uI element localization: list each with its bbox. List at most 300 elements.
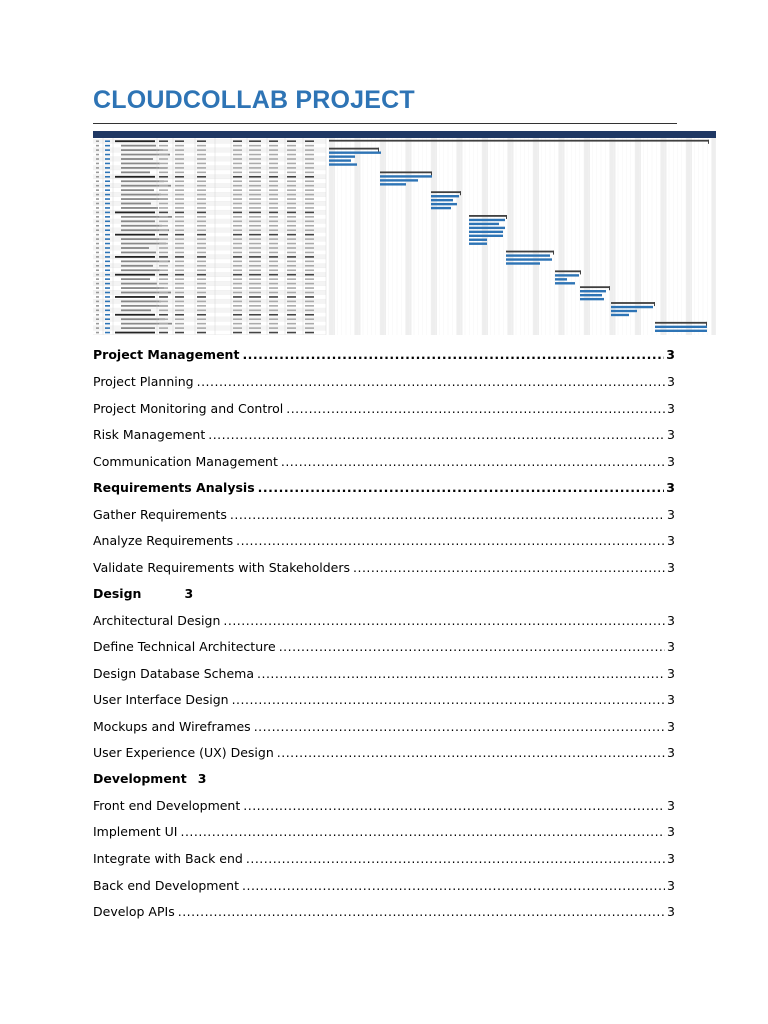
gantt-cell-text [175,154,184,156]
gantt-cell-text [105,269,110,271]
toc-dot-leader [230,507,665,523]
toc-page-number: 3 [667,613,675,628]
gantt-cell-text [105,278,110,280]
toc-dot-leader [208,427,665,443]
gantt-cell-text [197,252,206,254]
gantt-cell-text [121,158,153,160]
gantt-cell-text [159,310,168,312]
gantt-cell-text [96,145,99,147]
gantt-cell-text [96,203,99,205]
gantt-cell-text [269,221,278,223]
gantt-cell-text [233,332,242,334]
gantt-cell-text [287,274,296,276]
gantt-cell-text [249,314,261,316]
gantt-cell-text [287,229,296,231]
gantt-cell-text [175,172,184,174]
gantt-cell-text [175,189,184,191]
toc-page-number: 3 [667,560,675,575]
toc-entry[interactable] [93,425,675,443]
gantt-cell-text [305,189,314,191]
gantt-cell-text [197,216,206,218]
toc-page-number: 3 [667,851,675,866]
gantt-cell-text [305,154,314,156]
toc-entry[interactable] [93,664,675,682]
gantt-task-bar [469,239,487,241]
gantt-cell-text [233,243,242,245]
toc-page-number: 3 [667,824,675,839]
gantt-cell-text [197,305,206,307]
gantt-cell-text [105,265,110,267]
gantt-cell-text [287,189,296,191]
gantt-cell-text [269,185,278,187]
gantt-cell-text [175,278,184,280]
gantt-cell-text [269,212,278,214]
toc-dot-leader [223,613,665,629]
gantt-weekend-stripe [457,138,463,335]
toc-page-number: 3 [666,480,675,495]
gantt-cell-text [159,167,168,169]
gantt-cell-text [159,318,168,320]
gantt-cell-text [287,185,296,187]
gantt-cell-text [269,167,278,169]
gantt-task-bar [431,195,459,197]
gantt-summary-cap [460,191,461,195]
gantt-cell-text [233,234,242,236]
gantt-cell-text [233,145,242,147]
gantt-task-bar [329,159,351,161]
toc-dot-leader [236,533,665,549]
gantt-cell-text [233,229,242,231]
gantt-cell-text [249,261,261,263]
gantt-cell-text [105,234,110,236]
gantt-cell-text [96,323,99,325]
gantt-summary-bar [380,171,432,173]
gantt-weekend-stripe [355,138,361,335]
toc-dot-leader [286,401,665,417]
gantt-cell-text [233,238,242,240]
gantt-cell-text [269,189,278,191]
gantt-cell-text [197,256,206,258]
gantt-summary-cap [506,215,507,219]
toc-entry-label: Architectural Design [93,613,221,628]
gantt-cell-text [233,314,242,316]
gantt-cell-text [249,310,261,312]
toc-entry[interactable] [93,478,675,496]
gantt-cell-text [105,180,110,182]
gantt-task-bar [506,254,550,256]
gantt-cell-text [175,145,184,147]
gantt-summary-bar [329,140,709,142]
gantt-cell-text [105,229,110,231]
gantt-cell-text [305,278,314,280]
gantt-cell-text [197,172,206,174]
gantt-cell-text [105,310,110,312]
gantt-cell-text [159,163,168,165]
gantt-cell-text [159,145,168,147]
gantt-cell-text [96,140,99,142]
gantt-cell-text [175,314,184,316]
gantt-cell-text [159,154,168,156]
toc-entry[interactable] [93,717,675,735]
gantt-cell-text [287,145,296,147]
gantt-cell-text [305,234,314,236]
gantt-cell-text [115,212,155,214]
gantt-cell-text [105,203,110,205]
gantt-cell-text [269,252,278,254]
gantt-cell-text [287,221,296,223]
gantt-cell-text [197,198,206,200]
gantt-cell-text [96,176,99,178]
gantt-cell-text [233,163,242,165]
gantt-cell-text [269,149,278,151]
gantt-cell-text [159,283,168,285]
gantt-cell-text [269,327,278,329]
gantt-cell-text [175,176,184,178]
toc-entry[interactable] [93,611,675,629]
gantt-cell-text [197,238,206,240]
toc-entry[interactable] [93,452,675,470]
gantt-task-bar [580,290,606,292]
toc-entry[interactable] [93,637,675,655]
gantt-cell-text [159,198,168,200]
gantt-cell-text [249,145,261,147]
gantt-cell-text [105,256,110,258]
gantt-cell-text [159,287,168,289]
gantt-cell-text [96,327,99,329]
toc-page-number: 3 [197,771,207,786]
gantt-cell-text [269,225,278,227]
gantt-cell-text [305,229,314,231]
gantt-cell-text [175,212,184,214]
gantt-cell-text [269,305,278,307]
gantt-cell-text [269,216,278,218]
gantt-cell-text [105,154,110,156]
toc-dot-leader [353,560,665,576]
gantt-task-bar [555,274,579,276]
gantt-cell-text [115,256,155,258]
gantt-cell-text [305,292,314,294]
gantt-cell-text [159,327,168,329]
toc-entry[interactable] [93,876,675,894]
gantt-cell-text [305,305,314,307]
gantt-cell-text [305,287,314,289]
gantt-cell-text [197,323,206,325]
toc-page-number: 3 [667,692,675,707]
gantt-cell-text [96,305,99,307]
gantt-cell-text [287,216,296,218]
title-underline [93,123,677,124]
gantt-cell-text [249,154,261,156]
gantt-task-bar [380,175,432,177]
toc-entry[interactable] [93,372,675,390]
gantt-cell-text [233,247,242,249]
gantt-cell-text [249,176,261,178]
gantt-cell-text [287,225,296,227]
gantt-cell-text [233,172,242,174]
gantt-summary-cap [580,270,581,274]
toc-entry[interactable] [93,849,675,867]
gantt-cell-text [249,247,261,249]
gantt-cell-text [159,269,168,271]
gantt-cell-text [105,198,110,200]
gantt-cell-text [249,327,261,329]
gantt-cell-text [96,149,99,151]
toc-entry[interactable] [93,505,675,523]
toc-entry-label: Gather Requirements [93,507,227,522]
gantt-cell-text [96,158,99,160]
gantt-cell-text [96,154,99,156]
gantt-cell-text [269,243,278,245]
gantt-cell-text [197,265,206,267]
gantt-cell-text [115,176,155,178]
gantt-task-bar [611,306,653,308]
gantt-cell-text [287,292,296,294]
gantt-cell-text [121,301,161,303]
gantt-cell-text [175,225,184,227]
gantt-summary-cap [706,322,707,326]
gantt-cell-text [269,261,278,263]
gantt-summary-bar [469,215,507,217]
toc-entry-label: Validate Requirements with Stakeholders [93,560,351,575]
gantt-cell-text [197,243,206,245]
gantt-cell-text [287,332,296,334]
toc-entry[interactable] [93,531,675,549]
toc-entry[interactable] [93,796,675,814]
gantt-cell-text [105,145,110,147]
gantt-cell-text [159,189,168,191]
gantt-cell-text [105,318,110,320]
gantt-cell-text [105,261,110,263]
gantt-cell-text [175,269,184,271]
toc-entry-label: Design Database Schema [93,666,255,681]
gantt-cell-text [96,185,99,187]
toc-page-number: 3 [184,586,194,601]
gantt-cell-text [305,265,314,267]
gantt-cell-text [105,140,110,142]
gantt-weekend-stripe [431,138,437,335]
toc-dot-leader [178,904,665,920]
gantt-task-bar [655,326,707,328]
gantt-cell-text [305,216,314,218]
gantt-summary-bar [329,148,379,150]
gantt-cell-text [96,252,99,254]
gantt-cell-text [197,292,206,294]
gantt-task-bar [506,258,552,260]
gantt-cell-text [287,296,296,298]
gantt-cell-text [159,261,168,263]
gantt-cell-text [175,265,184,267]
gantt-cell-text [159,274,168,276]
gantt-weekend-stripe [406,138,412,335]
gantt-cell-text [175,323,184,325]
gantt-cell-text [305,158,314,160]
gantt-cell-text [105,252,110,254]
gantt-cell-text [105,167,110,169]
gantt-cell-text [96,194,99,196]
toc-entry[interactable] [93,902,675,920]
gantt-cell-text [175,292,184,294]
gantt-cell-text [269,323,278,325]
toc-page-number: 3 [667,878,675,893]
gantt-cell-text [175,243,184,245]
gantt-cell-text [269,207,278,209]
gantt-cell-text [249,296,261,298]
toc-dot-leader [279,639,665,655]
gantt-cell-text [96,189,99,191]
gantt-cell-text [233,158,242,160]
toc-page-number: 3 [667,904,675,919]
gantt-cell-text [305,323,314,325]
gantt-cell-text [175,163,184,165]
gantt-cell-text [287,283,296,285]
toc-entry-label: User Interface Design [93,692,229,707]
gantt-cell-text [233,301,242,303]
gantt-cell-text [96,198,99,200]
gantt-cell-text [249,278,261,280]
gantt-cell-text [269,296,278,298]
gantt-cell-text [197,203,206,205]
toc-entry-label: Develop APIs [93,904,175,919]
gantt-cell-text [175,332,184,334]
gantt-cell-text [96,234,99,236]
gantt-cell-text [249,149,261,151]
gantt-task-bar [380,179,418,181]
gantt-cell-text [287,172,296,174]
gantt-cell-text [121,309,151,311]
gantt-cell-text [115,332,155,334]
gantt-task-bar [655,330,707,332]
gantt-cell-text [233,185,242,187]
gantt-cell-text [249,185,261,187]
gantt-cell-text [287,167,296,169]
gantt-cell-text [159,172,168,174]
gantt-cell-text [233,287,242,289]
gantt-cell-text [121,287,164,289]
gantt-cell-text [305,252,314,254]
gantt-cell-text [197,247,206,249]
gantt-cell-text [269,247,278,249]
toc-entry[interactable] [93,769,675,787]
gantt-cell-text [121,225,162,227]
gantt-weekend-stripe [329,138,335,335]
toc-entry-label: Project Planning [93,374,194,389]
gantt-cell-text [233,256,242,258]
gantt-cell-text [269,269,278,271]
gantt-cell-text [233,252,242,254]
gantt-cell-text [249,265,261,267]
gantt-cell-text [287,261,296,263]
gantt-cell-text [269,238,278,240]
gantt-cell-text [197,163,206,165]
gantt-cell-text [159,252,168,254]
gantt-cell-text [115,274,155,276]
gantt-cell-text [249,163,261,165]
gantt-cell-text [175,247,184,249]
gantt-cell-text [233,323,242,325]
gantt-cell-text [197,194,206,196]
gantt-cell-text [159,158,168,160]
gantt-weekend-stripe [533,138,539,335]
toc-entry[interactable] [93,345,675,363]
gantt-cell-text [121,238,159,240]
gantt-cell-text [249,243,261,245]
toc-entry[interactable] [93,743,675,761]
gantt-weekend-stripe [686,138,692,335]
gantt-summary-cap [654,302,655,306]
gantt-cell-text [305,261,314,263]
gantt-cell-text [287,314,296,316]
gantt-cell-text [305,203,314,205]
toc-entry[interactable] [93,822,675,840]
gantt-cell-text [96,225,99,227]
gantt-summary-bar [506,251,554,253]
gantt-cell-text [96,238,99,240]
gantt-cell-text [159,305,168,307]
gantt-cell-text [105,301,110,303]
gantt-cell-text [269,265,278,267]
gantt-cell-text [287,318,296,320]
gantt-cell-text [115,314,155,316]
gantt-cell-text [287,238,296,240]
gantt-cell-text [305,185,314,187]
gantt-cell-text [96,265,99,267]
gantt-cell-text [233,225,242,227]
gantt-task-bar [431,207,451,209]
gantt-cell-text [159,140,168,142]
gantt-weekend-stripe [610,138,616,335]
gantt-cell-text [287,323,296,325]
gantt-cell-text [175,256,184,258]
gantt-cell-text [249,158,261,160]
gantt-cell-text [175,229,184,231]
gantt-cell-text [197,287,206,289]
gantt-cell-text [159,296,168,298]
gantt-task-bar [329,151,381,153]
gantt-cell-text [96,283,99,285]
gantt-cell-text [105,149,110,151]
gantt-cell-text [175,296,184,298]
gantt-cell-text [105,332,110,334]
gantt-cell-text [269,278,278,280]
gantt-cell-text [175,261,184,263]
gantt-cell-text [96,216,99,218]
gantt-cell-text [249,283,261,285]
gantt-cell-text [105,247,110,249]
gantt-cell-text [269,318,278,320]
gantt-cell-text [233,176,242,178]
toc-entry[interactable] [93,690,675,708]
gantt-cell-text [159,221,168,223]
gantt-cell-text [121,189,154,191]
gantt-cell-text [121,163,160,165]
gantt-cell-text [197,278,206,280]
gantt-cell-text [269,176,278,178]
gantt-cell-text [305,269,314,271]
gantt-cell-text [287,234,296,236]
gantt-cell-text [249,225,261,227]
gantt-cell-text [121,269,160,271]
gantt-cell-text [96,247,99,249]
gantt-cell-text [233,265,242,267]
toc-entry-label: Requirements Analysis [93,480,255,495]
gantt-cell-text [159,265,168,267]
toc-entry[interactable] [93,399,675,417]
gantt-cell-text [197,225,206,227]
gantt-cell-text [197,318,206,320]
toc-entry[interactable] [93,584,675,602]
gantt-cell-text [287,149,296,151]
toc-entry[interactable] [93,558,675,576]
